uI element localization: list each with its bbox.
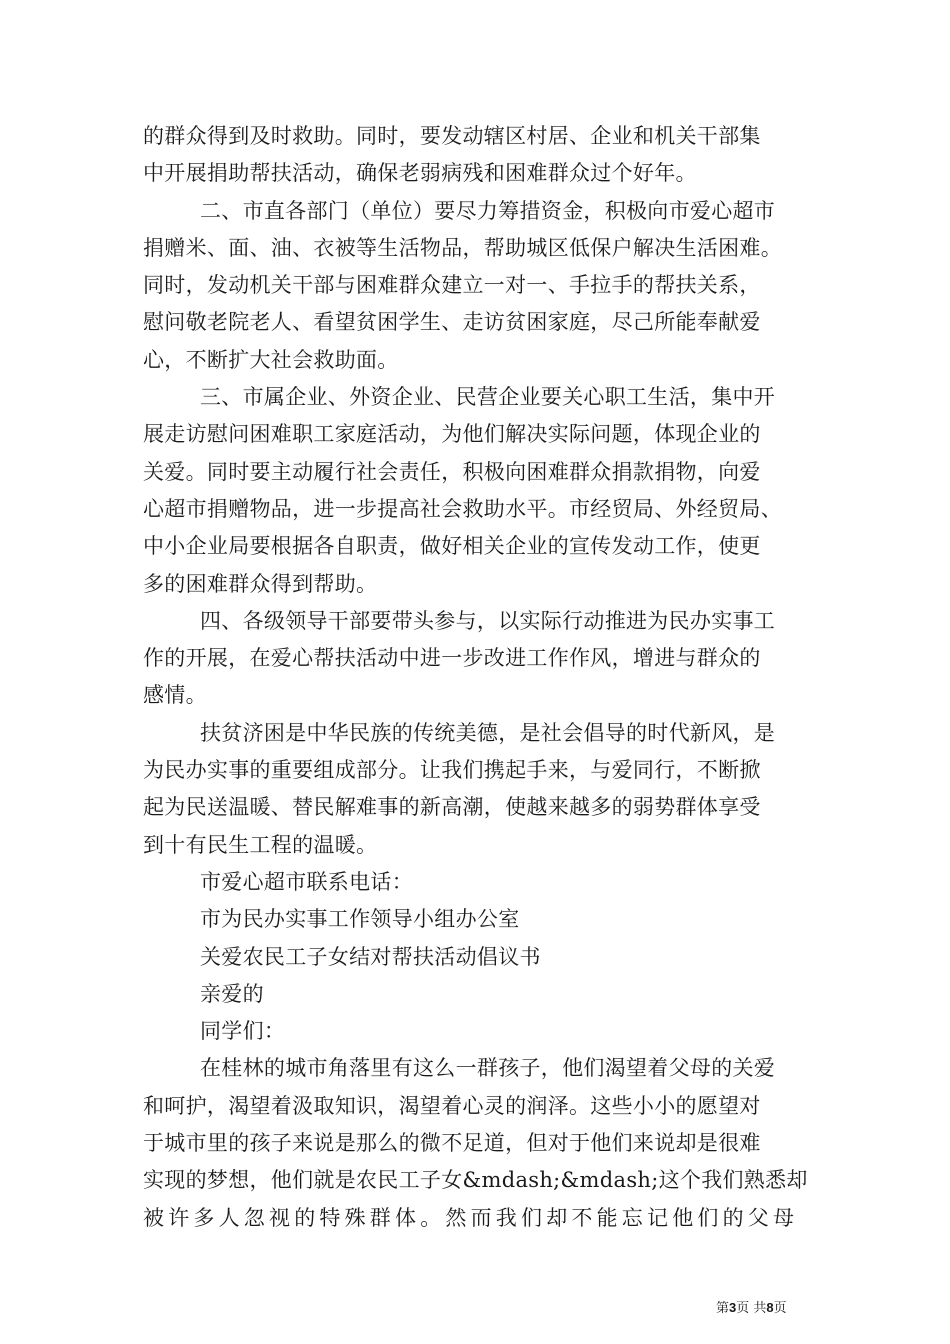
text-line: 被许多人忽视的特殊群体。然而我们却不能忘记他们的父母 — [143, 1205, 799, 1230]
text-line: 和呵护，渴望着汲取知识，渴望着心灵的润泽。这些小小的愿望对 — [143, 1093, 761, 1118]
text-line: 二、市直各部门（单位）要尽力筹措资金，积极向市爱心超市 — [200, 198, 776, 223]
text-line: 市为民办实事工作领导小组办公室 — [200, 907, 520, 932]
text-line: 三、市属企业、外资企业、民营企业要关心职工生活，集中开 — [200, 385, 776, 410]
footer-prefix: 第 — [716, 1301, 730, 1316]
page-footer — [716, 1300, 787, 1317]
text-line: 市爱心超市联系电话： — [200, 869, 413, 894]
text-line: 实现的梦想，他们就是农民工子女&mdash;&mdash;这个我们熟悉却 — [143, 1168, 808, 1193]
text-line: 心超市捐赠物品，进一步提高社会救助水平。市经贸局、外经贸局、 — [143, 496, 782, 521]
footer-suffix: 页 — [773, 1301, 787, 1316]
current-page-number: 3 — [729, 1300, 737, 1315]
document-body — [143, 118, 818, 1237]
text-line: 关爱。同时要主动履行社会责任，积极向困难群众捐款捐物，向爱 — [143, 459, 761, 484]
text-line: 的群众得到及时救助。同时，要发动辖区村居、企业和机关干部集 — [143, 124, 761, 148]
text-line: 心，不断扩大社会救助面。 — [143, 347, 399, 372]
text-line: 四、各级领导干部要带头参与，以实际行动推进为民办实事工 — [200, 608, 776, 633]
text-line: 捐赠米、面、油、衣被等生活物品，帮助城区低保户解决生活困难。 — [143, 235, 782, 260]
total-page-number: 8 — [766, 1300, 774, 1315]
text-line: 同学们： — [200, 1019, 286, 1044]
text-line: 为民办实事的重要组成部分。让我们携起手来，与爱同行，不断掀 — [143, 758, 761, 783]
text-line: 中小企业局要根据各自职责，做好相关企业的宣传发动工作，使更 — [143, 534, 761, 559]
text-line: 亲爱的 — [200, 981, 264, 1006]
text-line: 于城市里的孩子来说是那么的微不足道，但对于他们来说却是很难 — [143, 1131, 761, 1156]
text-line: 同时，发动机关干部与困难群众建立一对一、手拉手的帮扶关系， — [143, 273, 761, 298]
text-line: 扶贫济困是中华民族的传统美德，是社会倡导的时代新风，是 — [200, 720, 776, 745]
text-line: 感情。 — [143, 683, 207, 708]
text-line: 展走访慰问困难职工家庭活动，为他们解决实际问题，体现企业的 — [143, 422, 761, 447]
text-line: 起为民送温暖、替民解难事的新高潮，使越来越多的弱势群体享受 — [143, 795, 761, 820]
text-line: 慰问敬老院老人、看望贫困学生、走访贫困家庭，尽己所能奉献爱 — [143, 310, 761, 335]
footer-middle: 页 共 — [736, 1301, 767, 1316]
text-line: 在桂林的城市角落里有这么一群孩子，他们渴望着父母的关爱 — [200, 1056, 776, 1081]
text-line: 中开展捐助帮扶活动，确保老弱病残和困难群众过个好年。 — [143, 161, 697, 186]
text-line: 关爱农民工子女结对帮扶活动倡议书 — [200, 944, 541, 969]
text-line: 多的困难群众得到帮助。 — [143, 571, 378, 596]
text-line: 到十有民生工程的温暖。 — [143, 832, 378, 857]
text-line: 作的开展，在爱心帮扶活动中进一步改进工作作风，增进与群众的 — [143, 646, 761, 671]
